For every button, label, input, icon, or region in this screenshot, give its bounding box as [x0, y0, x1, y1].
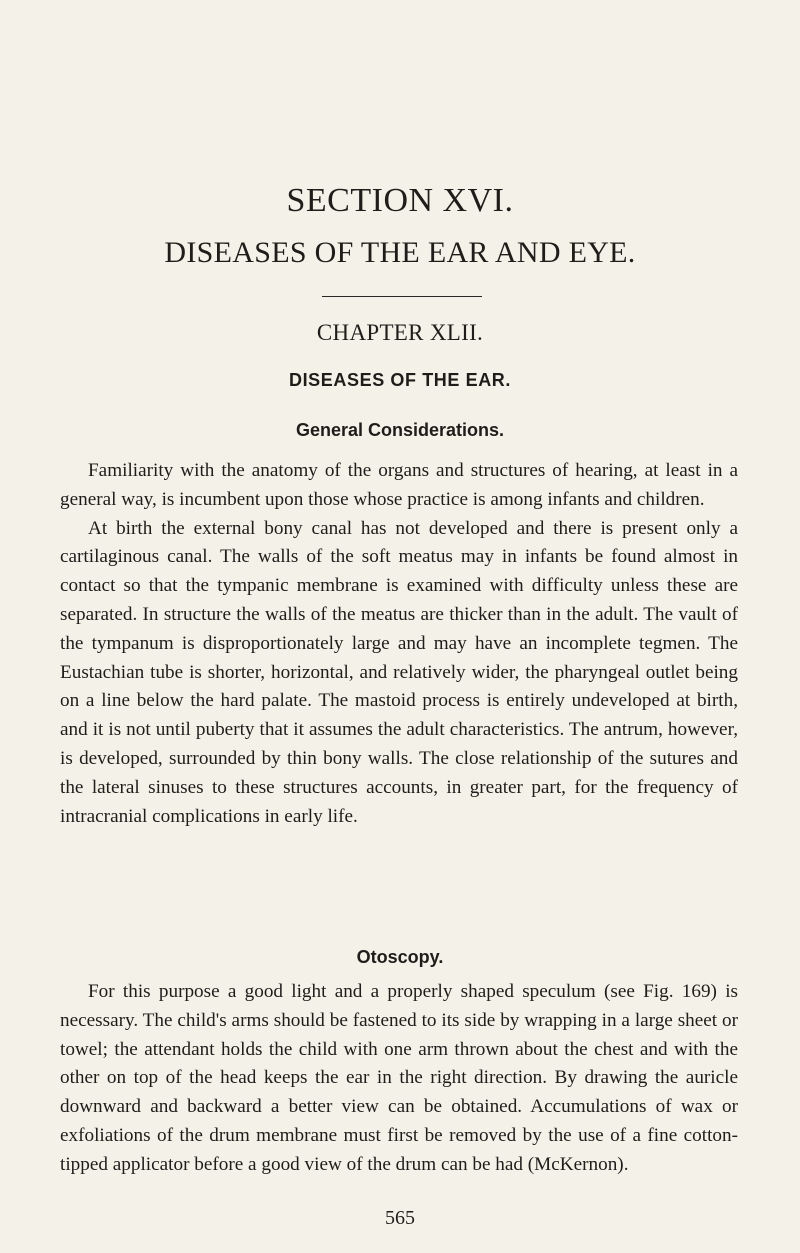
section-heading-general: General Considerations.	[295, 420, 505, 440]
section-title: SECTION XVI.	[286, 182, 514, 219]
page-number: 565	[385, 1207, 415, 1229]
section-body-general	[60, 457, 738, 831]
paragraph: For this purpose a good light and a properly shaped speculum (see Fig. 169) is necessary. The child's arms should be fastened to its side by wrapping in a large sheet or towel; the attendant holds the child with one arm thrown about the chest and with the other on top of the head keeps the ear in the right direction. By drawing the auricle downward and backward a better view can be obtained. Accumulations of wax or exfoliations of the drum membrane must first be removed by the use of a fine cotton-tipped applicator before a good view of the drum can be had (McKernon).	[60, 981, 738, 1175]
chapter-title: CHAPTER XLII.	[316, 320, 484, 345]
section-heading-otoscopy: Otoscopy.	[356, 947, 444, 967]
paragraph: At birth the external bony canal has not developed and there is present only a cartilaginous canal. The walls of the soft meatus may in infants be found almost in contact so that the tympanic membrane is examined with difficulty unless these are separated. In structure the walls of the meatus are thicker than in the adult. The vault of the tympanum is disproportionately large and may have an incomplete tegmen. The Eustachian tube is shorter, horizontal, and relatively wider, the pharyngeal outlet being on a line below the hard palate. The mastoid process is entirely undeveloped at birth, and it is not until puberty that it assumes the adult characteristics. The antrum, however, is developed, surrounded by thin bony walls. The close relationship of the sutures and the lateral sinuses to these structures accounts, in greater part, for the frequency of intracranial complications in early life.	[60, 517, 738, 827]
book-part-title: DISEASES OF THE EAR AND EYE.	[164, 236, 636, 269]
section-body-otoscopy	[60, 978, 738, 1180]
chapter-subtitle: DISEASES OF THE EAR.	[288, 370, 512, 390]
paragraph: Familiarity with the anatomy of the organs and structures of hearing, at least in a general way, is incumbent upon those whose practice is among infants and children.	[60, 460, 738, 510]
divider-rule	[322, 296, 482, 297]
